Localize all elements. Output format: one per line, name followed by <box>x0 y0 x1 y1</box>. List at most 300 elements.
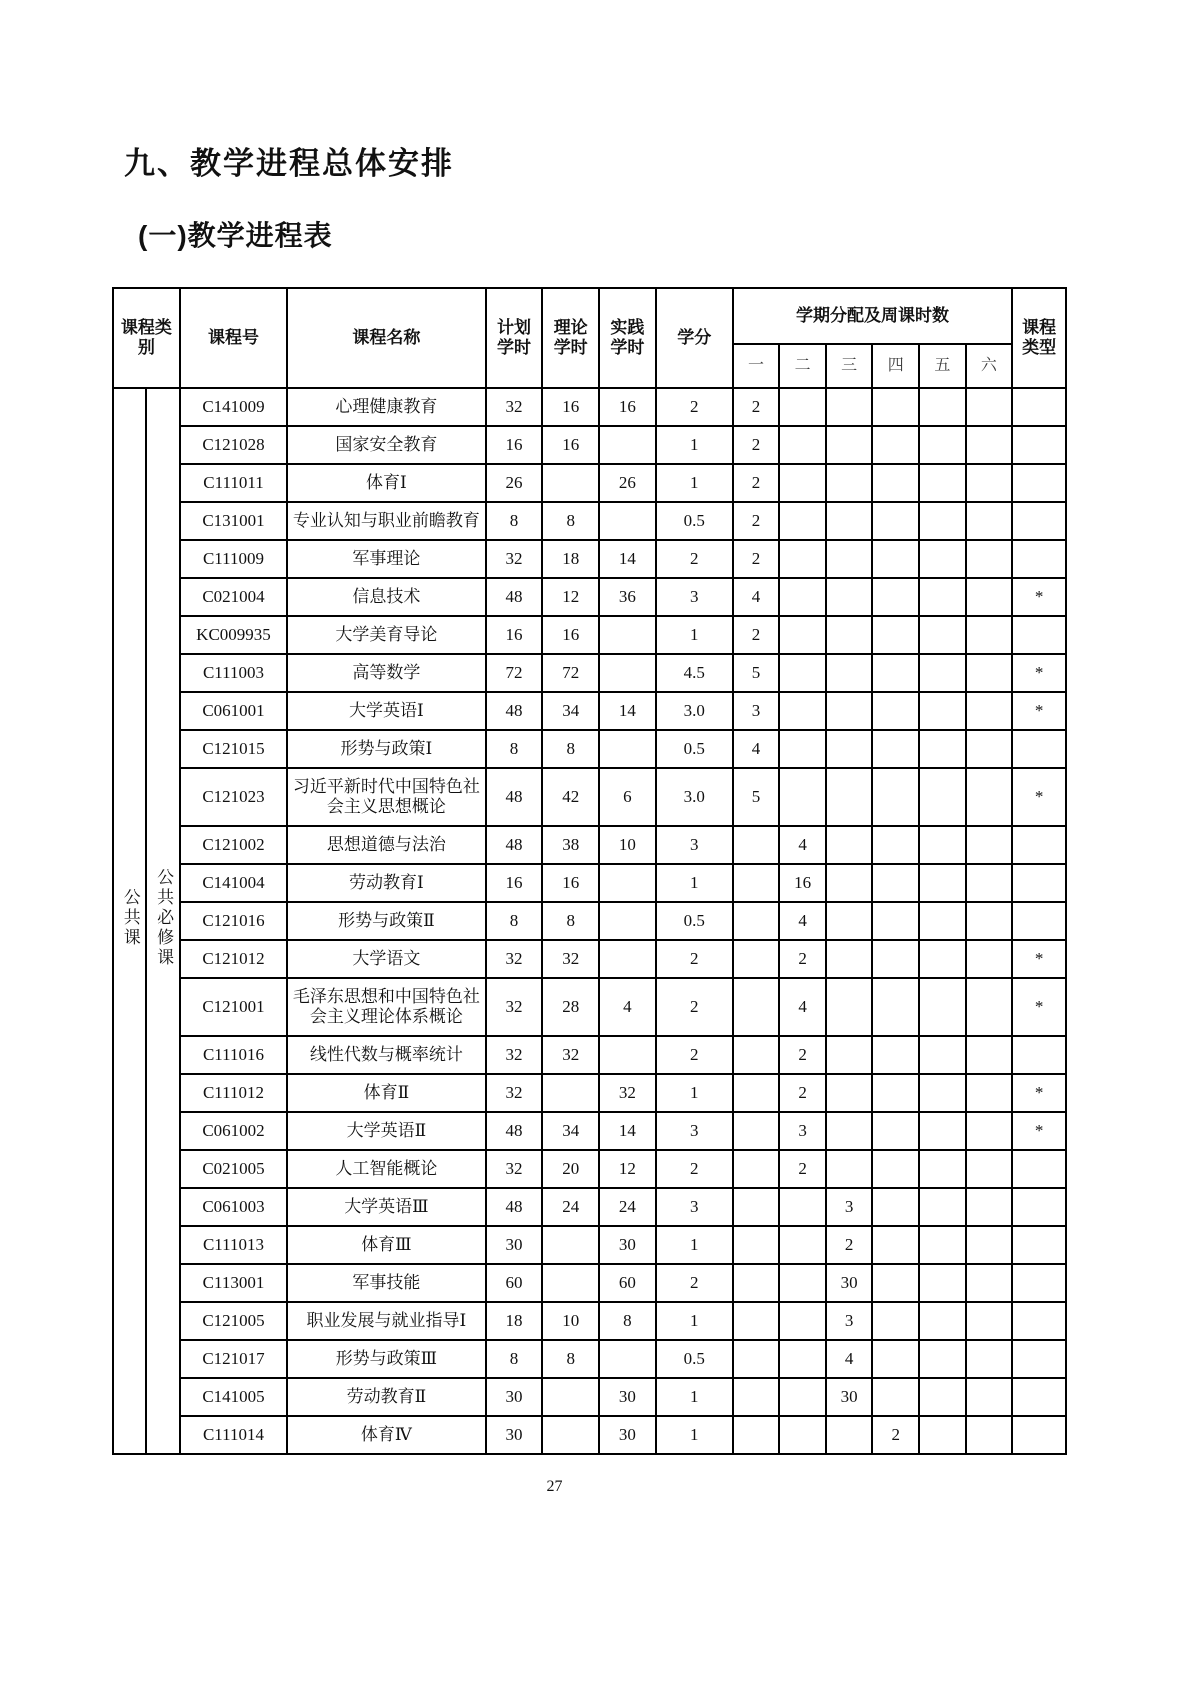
course-code-cell: C111009 <box>180 540 287 578</box>
course-name-cell: 习近平新时代中国特色社会主义思想概论 <box>287 768 485 826</box>
credits-cell: 2 <box>656 1264 733 1302</box>
semester-1-hours-cell: 5 <box>733 654 780 692</box>
practice-hours-cell: 10 <box>599 826 656 864</box>
semester-5-hours-cell <box>919 616 966 654</box>
semester-6-hours-cell <box>966 540 1013 578</box>
course-name-cell: 毛泽东思想和中国特色社会主义理论体系概论 <box>287 978 485 1036</box>
credits-cell: 3.0 <box>656 768 733 826</box>
course-name-cell: 大学英语Ⅱ <box>287 1112 485 1150</box>
semester-1-hours-cell <box>733 1378 780 1416</box>
semester-1-hours-cell: 3 <box>733 692 780 730</box>
theory-hours-cell: 28 <box>542 978 599 1036</box>
header-semester-1: 一 <box>733 344 780 388</box>
semester-4-hours-cell <box>872 388 919 426</box>
semester-5-hours-cell <box>919 540 966 578</box>
planned-hours-cell: 30 <box>486 1226 543 1264</box>
course-name-cell: 劳动教育Ⅰ <box>287 864 485 902</box>
semester-4-hours-cell <box>872 464 919 502</box>
theory-hours-cell: 32 <box>542 1036 599 1074</box>
semester-5-hours-cell <box>919 654 966 692</box>
table-row <box>113 768 1066 826</box>
credits-cell: 0.5 <box>656 502 733 540</box>
semester-6-hours-cell <box>966 768 1013 826</box>
course-name-cell: 体育Ⅳ <box>287 1416 485 1454</box>
semester-2-hours-cell: 2 <box>779 940 826 978</box>
semester-3-hours-cell <box>826 940 873 978</box>
theory-hours-cell: 8 <box>542 1340 599 1378</box>
planned-hours-cell: 72 <box>486 654 543 692</box>
course-type-cell <box>1012 1302 1066 1340</box>
credits-cell: 1 <box>656 1226 733 1264</box>
section-title: 九、教学进程总体安排 <box>124 146 454 181</box>
credits-cell: 1 <box>656 1074 733 1112</box>
course-code-cell: C121016 <box>180 902 287 940</box>
practice-hours-cell: 14 <box>599 1112 656 1150</box>
course-code-cell: C141005 <box>180 1378 287 1416</box>
semester-3-hours-cell <box>826 502 873 540</box>
semester-2-hours-cell <box>779 768 826 826</box>
semester-4-hours-cell <box>872 902 919 940</box>
course-type-cell <box>1012 1264 1066 1302</box>
semester-1-hours-cell <box>733 1036 780 1074</box>
semester-3-hours-cell <box>826 1150 873 1188</box>
course-code-cell: C061002 <box>180 1112 287 1150</box>
semester-2-hours-cell <box>779 1188 826 1226</box>
semester-4-hours-cell <box>872 1112 919 1150</box>
semester-5-hours-cell <box>919 902 966 940</box>
course-code-cell: C131001 <box>180 502 287 540</box>
credits-cell: 1 <box>656 1416 733 1454</box>
course-code-cell: C021005 <box>180 1150 287 1188</box>
semester-3-hours-cell <box>826 1416 873 1454</box>
course-type-cell <box>1012 502 1066 540</box>
course-name-cell: 思想道德与法治 <box>287 826 485 864</box>
course-type-cell <box>1012 1226 1066 1264</box>
practice-hours-cell <box>599 940 656 978</box>
course-type-cell <box>1012 730 1066 768</box>
semester-2-hours-cell: 4 <box>779 902 826 940</box>
table-row <box>113 654 1066 692</box>
table-row <box>113 1340 1066 1378</box>
course-type-cell <box>1012 388 1066 426</box>
course-name-cell: 人工智能概论 <box>287 1150 485 1188</box>
theory-hours-cell <box>542 464 599 502</box>
semester-2-hours-cell <box>779 1302 826 1340</box>
table-row <box>113 502 1066 540</box>
semester-4-hours-cell <box>872 940 919 978</box>
credits-cell: 1 <box>656 1302 733 1340</box>
table-row <box>113 1188 1066 1226</box>
semester-3-hours-cell: 4 <box>826 1340 873 1378</box>
semester-3-hours-cell: 3 <box>826 1302 873 1340</box>
credits-cell: 0.5 <box>656 730 733 768</box>
semester-4-hours-cell <box>872 864 919 902</box>
header-course-code: 课程号 <box>180 288 287 388</box>
practice-hours-cell: 14 <box>599 540 656 578</box>
planned-hours-cell: 8 <box>486 1340 543 1378</box>
semester-4-hours-cell <box>872 978 919 1036</box>
semester-6-hours-cell <box>966 616 1013 654</box>
table-row <box>113 1302 1066 1340</box>
semester-5-hours-cell <box>919 1112 966 1150</box>
semester-6-hours-cell <box>966 1264 1013 1302</box>
planned-hours-cell: 18 <box>486 1302 543 1340</box>
course-name-cell: 大学英语Ⅰ <box>287 692 485 730</box>
theory-hours-cell: 16 <box>542 388 599 426</box>
course-code-cell: C111014 <box>180 1416 287 1454</box>
header-credits: 学分 <box>656 288 733 388</box>
semester-4-hours-cell <box>872 1188 919 1226</box>
credits-cell: 2 <box>656 978 733 1036</box>
practice-hours-cell: 14 <box>599 692 656 730</box>
course-name-cell: 形势与政策Ⅲ <box>287 1340 485 1378</box>
course-type-cell: * <box>1012 1112 1066 1150</box>
semester-3-hours-cell <box>826 1074 873 1112</box>
semester-6-hours-cell <box>966 502 1013 540</box>
semester-6-hours-cell <box>966 1150 1013 1188</box>
semester-1-hours-cell <box>733 1416 780 1454</box>
semester-5-hours-cell <box>919 388 966 426</box>
course-type-cell <box>1012 426 1066 464</box>
semester-5-hours-cell <box>919 940 966 978</box>
semester-6-hours-cell <box>966 1340 1013 1378</box>
semester-1-hours-cell: 2 <box>733 616 780 654</box>
semester-6-hours-cell <box>966 978 1013 1036</box>
semester-1-hours-cell <box>733 1226 780 1264</box>
semester-4-hours-cell <box>872 616 919 654</box>
planned-hours-cell: 32 <box>486 388 543 426</box>
course-type-cell <box>1012 540 1066 578</box>
semester-2-hours-cell: 3 <box>779 1112 826 1150</box>
credits-cell: 3 <box>656 578 733 616</box>
practice-hours-cell: 8 <box>599 1302 656 1340</box>
semester-5-hours-cell <box>919 578 966 616</box>
course-code-cell: C021004 <box>180 578 287 616</box>
course-code-cell: C121012 <box>180 940 287 978</box>
planned-hours-cell: 48 <box>486 768 543 826</box>
planned-hours-cell: 16 <box>486 426 543 464</box>
course-code-cell: C121015 <box>180 730 287 768</box>
course-type-cell: * <box>1012 1074 1066 1112</box>
table-row <box>113 1416 1066 1454</box>
semester-2-hours-cell <box>779 730 826 768</box>
semester-5-hours-cell <box>919 730 966 768</box>
theory-hours-cell: 20 <box>542 1150 599 1188</box>
semester-1-hours-cell <box>733 1074 780 1112</box>
course-name-cell: 心理健康教育 <box>287 388 485 426</box>
header-semester-5: 五 <box>919 344 966 388</box>
semester-4-hours-cell <box>872 502 919 540</box>
semester-2-hours-cell: 4 <box>779 826 826 864</box>
semester-1-hours-cell <box>733 826 780 864</box>
semester-5-hours-cell <box>919 464 966 502</box>
course-name-cell: 劳动教育Ⅱ <box>287 1378 485 1416</box>
planned-hours-cell: 48 <box>486 1188 543 1226</box>
course-type-cell: * <box>1012 654 1066 692</box>
semester-6-hours-cell <box>966 388 1013 426</box>
semester-1-hours-cell <box>733 864 780 902</box>
credits-cell: 0.5 <box>656 1340 733 1378</box>
semester-3-hours-cell <box>826 768 873 826</box>
theory-hours-cell: 8 <box>542 902 599 940</box>
course-type-cell: * <box>1012 692 1066 730</box>
table-row <box>113 616 1066 654</box>
course-code-cell: C111003 <box>180 654 287 692</box>
planned-hours-cell: 32 <box>486 540 543 578</box>
course-table-body <box>113 388 1066 1454</box>
table-row <box>113 388 1066 426</box>
semester-2-hours-cell <box>779 1378 826 1416</box>
practice-hours-cell <box>599 1340 656 1378</box>
credits-cell: 2 <box>656 1150 733 1188</box>
practice-hours-cell <box>599 654 656 692</box>
semester-1-hours-cell <box>733 902 780 940</box>
practice-hours-cell <box>599 902 656 940</box>
practice-hours-cell: 30 <box>599 1226 656 1264</box>
practice-hours-cell: 4 <box>599 978 656 1036</box>
semester-2-hours-cell <box>779 1226 826 1264</box>
semester-2-hours-cell <box>779 578 826 616</box>
course-name-cell: 线性代数与概率统计 <box>287 1036 485 1074</box>
semester-1-hours-cell: 4 <box>733 578 780 616</box>
semester-3-hours-cell: 3 <box>826 1188 873 1226</box>
planned-hours-cell: 32 <box>486 1074 543 1112</box>
semester-2-hours-cell <box>779 1416 826 1454</box>
semester-5-hours-cell <box>919 692 966 730</box>
planned-hours-cell: 8 <box>486 902 543 940</box>
header-semester-3: 三 <box>826 344 873 388</box>
theory-hours-cell: 32 <box>542 940 599 978</box>
planned-hours-cell: 32 <box>486 1150 543 1188</box>
course-type-cell <box>1012 464 1066 502</box>
course-name-cell: 军事技能 <box>287 1264 485 1302</box>
planned-hours-cell: 26 <box>486 464 543 502</box>
planned-hours-cell: 32 <box>486 1036 543 1074</box>
semester-3-hours-cell <box>826 1036 873 1074</box>
semester-4-hours-cell <box>872 692 919 730</box>
theory-hours-cell <box>542 1074 599 1112</box>
semester-4-hours-cell <box>872 654 919 692</box>
semester-6-hours-cell <box>966 1188 1013 1226</box>
header-course-type: 课程类型 <box>1012 288 1066 388</box>
semester-3-hours-cell <box>826 864 873 902</box>
semester-1-hours-cell <box>733 1112 780 1150</box>
theory-hours-cell <box>542 1264 599 1302</box>
header-planned-hours: 计划学时 <box>486 288 543 388</box>
course-code-cell: C111011 <box>180 464 287 502</box>
course-name-cell: 体育Ⅲ <box>287 1226 485 1264</box>
table-row <box>113 1264 1066 1302</box>
course-code-cell: C121002 <box>180 826 287 864</box>
semester-5-hours-cell <box>919 978 966 1036</box>
header-course-name: 课程名称 <box>287 288 485 388</box>
semester-3-hours-cell <box>826 388 873 426</box>
planned-hours-cell: 60 <box>486 1264 543 1302</box>
semester-6-hours-cell <box>966 464 1013 502</box>
credits-cell: 3 <box>656 1188 733 1226</box>
practice-hours-cell: 36 <box>599 578 656 616</box>
practice-hours-cell: 24 <box>599 1188 656 1226</box>
page-number: 27 <box>546 1478 563 1495</box>
theory-hours-cell: 8 <box>542 502 599 540</box>
semester-3-hours-cell: 30 <box>826 1264 873 1302</box>
course-type-cell <box>1012 826 1066 864</box>
semester-4-hours-cell <box>872 1226 919 1264</box>
table-row <box>113 692 1066 730</box>
theory-hours-cell: 16 <box>542 426 599 464</box>
semester-2-hours-cell <box>779 1340 826 1378</box>
table-row <box>113 426 1066 464</box>
course-code-cell: C111016 <box>180 1036 287 1074</box>
planned-hours-cell: 32 <box>486 978 543 1036</box>
semester-4-hours-cell <box>872 1150 919 1188</box>
semester-2-hours-cell: 2 <box>779 1150 826 1188</box>
course-code-cell: C111012 <box>180 1074 287 1112</box>
course-name-cell: 高等数学 <box>287 654 485 692</box>
course-name-cell: 大学美育导论 <box>287 616 485 654</box>
planned-hours-cell: 16 <box>486 864 543 902</box>
course-code-cell: C141004 <box>180 864 287 902</box>
course-type-cell <box>1012 864 1066 902</box>
theory-hours-cell <box>542 1378 599 1416</box>
practice-hours-cell: 32 <box>599 1074 656 1112</box>
table-row <box>113 940 1066 978</box>
theory-hours-cell: 24 <box>542 1188 599 1226</box>
credits-cell: 3 <box>656 1112 733 1150</box>
course-type-cell <box>1012 616 1066 654</box>
semester-5-hours-cell <box>919 1302 966 1340</box>
semester-6-hours-cell <box>966 1074 1013 1112</box>
semester-6-hours-cell <box>966 902 1013 940</box>
semester-1-hours-cell <box>733 1264 780 1302</box>
semester-5-hours-cell <box>919 426 966 464</box>
theory-hours-cell: 12 <box>542 578 599 616</box>
semester-2-hours-cell <box>779 540 826 578</box>
semester-1-hours-cell <box>733 940 780 978</box>
semester-4-hours-cell <box>872 578 919 616</box>
header-row-1 <box>113 288 1066 344</box>
practice-hours-cell: 26 <box>599 464 656 502</box>
course-type-cell <box>1012 1188 1066 1226</box>
theory-hours-cell: 16 <box>542 616 599 654</box>
practice-hours-cell: 30 <box>599 1416 656 1454</box>
semester-4-hours-cell <box>872 1264 919 1302</box>
semester-3-hours-cell <box>826 826 873 864</box>
semester-5-hours-cell <box>919 1074 966 1112</box>
theory-hours-cell: 34 <box>542 1112 599 1150</box>
theory-hours-cell: 34 <box>542 692 599 730</box>
course-name-cell: 职业发展与就业指导Ⅰ <box>287 1302 485 1340</box>
table-row <box>113 864 1066 902</box>
practice-hours-cell <box>599 426 656 464</box>
semester-5-hours-cell <box>919 1036 966 1074</box>
course-name-cell: 形势与政策Ⅱ <box>287 902 485 940</box>
planned-hours-cell: 8 <box>486 730 543 768</box>
semester-4-hours-cell <box>872 1302 919 1340</box>
header-category: 课程类别 <box>113 288 180 388</box>
planned-hours-cell: 32 <box>486 940 543 978</box>
semester-6-hours-cell <box>966 692 1013 730</box>
theory-hours-cell <box>542 1226 599 1264</box>
theory-hours-cell: 10 <box>542 1302 599 1340</box>
table-row <box>113 1036 1066 1074</box>
credits-cell: 1 <box>656 616 733 654</box>
semester-4-hours-cell <box>872 730 919 768</box>
table-header <box>113 288 1066 388</box>
course-type-cell <box>1012 1378 1066 1416</box>
semester-1-hours-cell: 2 <box>733 502 780 540</box>
credits-cell: 1 <box>656 464 733 502</box>
practice-hours-cell <box>599 502 656 540</box>
course-code-cell: C121017 <box>180 1340 287 1378</box>
course-type-cell <box>1012 1416 1066 1454</box>
header-theory-hours: 理论学时 <box>542 288 599 388</box>
course-type-cell <box>1012 1036 1066 1074</box>
practice-hours-cell: 60 <box>599 1264 656 1302</box>
semester-6-hours-cell <box>966 426 1013 464</box>
semester-3-hours-cell <box>826 654 873 692</box>
teaching-schedule-table <box>112 287 1067 1455</box>
semester-6-hours-cell <box>966 578 1013 616</box>
theory-hours-cell: 18 <box>542 540 599 578</box>
course-code-cell: C121005 <box>180 1302 287 1340</box>
table-row <box>113 730 1066 768</box>
semester-2-hours-cell <box>779 616 826 654</box>
semester-4-hours-cell <box>872 768 919 826</box>
header-semester-group: 学期分配及周课时数 <box>733 288 1012 344</box>
semester-3-hours-cell <box>826 902 873 940</box>
practice-hours-cell: 6 <box>599 768 656 826</box>
course-type-cell: * <box>1012 978 1066 1036</box>
semester-4-hours-cell <box>872 540 919 578</box>
course-code-cell: C121028 <box>180 426 287 464</box>
semester-1-hours-cell: 2 <box>733 540 780 578</box>
course-name-cell: 国家安全教育 <box>287 426 485 464</box>
semester-1-hours-cell: 5 <box>733 768 780 826</box>
semester-5-hours-cell <box>919 826 966 864</box>
semester-5-hours-cell <box>919 1416 966 1454</box>
course-code-cell: C061001 <box>180 692 287 730</box>
semester-2-hours-cell <box>779 502 826 540</box>
semester-6-hours-cell <box>966 1378 1013 1416</box>
credits-cell: 2 <box>656 388 733 426</box>
course-name-cell: 军事理论 <box>287 540 485 578</box>
table-row <box>113 464 1066 502</box>
credits-cell: 1 <box>656 426 733 464</box>
semester-1-hours-cell <box>733 1302 780 1340</box>
semester-3-hours-cell: 30 <box>826 1378 873 1416</box>
semester-3-hours-cell <box>826 1112 873 1150</box>
course-code-cell: C113001 <box>180 1264 287 1302</box>
practice-hours-cell <box>599 730 656 768</box>
semester-3-hours-cell <box>826 464 873 502</box>
semester-1-hours-cell <box>733 978 780 1036</box>
semester-6-hours-cell <box>966 940 1013 978</box>
semester-1-hours-cell <box>733 1340 780 1378</box>
semester-2-hours-cell <box>779 388 826 426</box>
category-public-course <box>113 388 146 1454</box>
semester-2-hours-cell <box>779 426 826 464</box>
theory-hours-cell: 38 <box>542 826 599 864</box>
semester-6-hours-cell <box>966 826 1013 864</box>
category-public-required-course-label: 公共必修课 <box>154 868 174 969</box>
theory-hours-cell <box>542 1416 599 1454</box>
header-semester-4: 四 <box>872 344 919 388</box>
theory-hours-cell: 72 <box>542 654 599 692</box>
course-name-cell: 专业认知与职业前瞻教育 <box>287 502 485 540</box>
course-name-cell: 体育Ⅰ <box>287 464 485 502</box>
semester-6-hours-cell <box>966 1036 1013 1074</box>
